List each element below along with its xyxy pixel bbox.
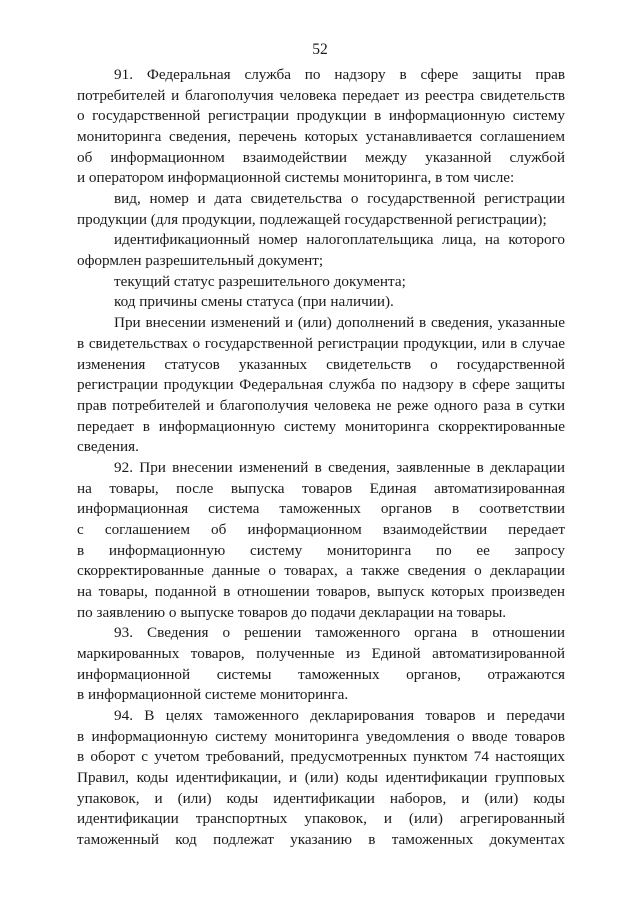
text-line: передает в информационную систему мониторинга скорректированные xyxy=(77,417,565,435)
text-line: и оператором информационной системы мониторинга, в том числе: xyxy=(77,169,515,187)
text-line: скорректированные данные о товарах, а также сведения о декларации xyxy=(77,562,565,580)
text-line: сведения. xyxy=(77,438,139,456)
text-line: на товары, поданной в отношении товаров, выпуск которых произведен xyxy=(77,583,565,600)
text-line: об информационном взаимодействии между указанной службой xyxy=(77,148,565,166)
text-line: таможенный код подлежат указанию в таможенных документах xyxy=(77,831,565,849)
text-line: регистрации продукции Федеральная служба по надзору в сфере защиты xyxy=(77,376,565,394)
text-line: о государственной регистрации продукции в информационную систему xyxy=(77,107,565,125)
text-line: изменения статусов указанных свидетельств о государственной xyxy=(77,355,565,373)
text-line: в информационную систему мониторинга уведомления о вводе товаров xyxy=(77,727,565,745)
text-line: оформлен разрешительный документ; xyxy=(77,252,324,270)
text-line: информационная система таможенных органов в соответствии xyxy=(77,500,565,518)
text-line: вид, номер и дата свидетельства о государственной регистрации xyxy=(114,190,565,208)
text-line: в свидетельствах о государственной регистрации продукции, или в случае xyxy=(77,334,565,352)
text-line: 92. При внесении изменений в сведения, заявленные в декларации xyxy=(114,458,565,476)
text-line: упаковок, и (или) коды идентификации наборов, и (или) коды xyxy=(77,789,565,807)
text-line: в оборот с учетом требований, предусмотренных пунктом 74 настоящих xyxy=(77,748,565,766)
text-line: в информационной системе мониторинга. xyxy=(77,686,349,704)
text-line: 94. В целях таможенного декларирования товаров и передачи xyxy=(114,707,565,725)
text-line: по заявлению о выпуске товаров до подачи декларации на товары. xyxy=(77,603,507,621)
text-line: с соглашением об информационном взаимодействии передает xyxy=(77,520,565,538)
text-line: на товары, после выпуска товаров Единая автоматизированная xyxy=(77,479,565,497)
text-line: потребителей и благополучия человека передает из реестра свидетельств xyxy=(77,86,565,104)
text-line: текущий статус разрешительного документа; xyxy=(114,272,406,290)
text-line: информационной системы таможенных органов, отражаются xyxy=(77,665,565,683)
text-line: Правил, коды идентификации, и (или) коды идентификации групповых xyxy=(77,769,565,787)
page-number: 52 xyxy=(312,41,328,58)
text-line: в информационную систему мониторинга по ее запросу xyxy=(77,541,565,559)
text-line: код причины смены статуса (при наличии). xyxy=(114,293,394,311)
text-line: При внесении изменений и (или) дополнений в сведения, указанные xyxy=(114,314,565,332)
text-line: 91. Федеральная служба по надзору в сфере защиты прав xyxy=(114,66,565,83)
text-line: 93. Сведения о решении таможенного органа в отношении xyxy=(114,624,565,642)
text-line: маркированных товаров, полученные из Единой автоматизированной xyxy=(77,645,565,663)
text-line: мониторинга сведения, перечень которых устанавливается соглашением xyxy=(77,128,565,146)
text-line: продукции (для продукции, подлежащей государственной регистрации); xyxy=(77,210,547,228)
text-line: идентификации транспортных упаковок, и (или) агрегированный xyxy=(77,810,565,828)
text-line: прав потребителей и благополучия человека не реже одного раза в сутки xyxy=(77,396,565,414)
text-line: идентификационный номер налогоплательщика лица, на которого xyxy=(114,231,565,249)
